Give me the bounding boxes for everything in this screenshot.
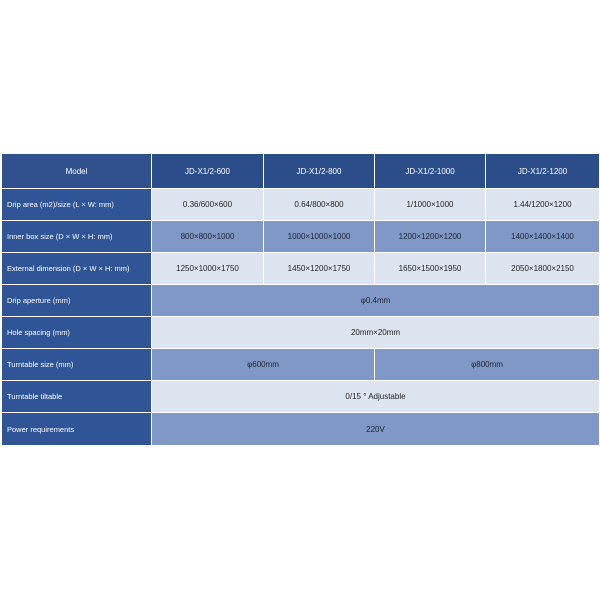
row-label: Hole spacing (mm): [2, 317, 152, 349]
table-row-power-requirements: [2, 413, 599, 445]
table-cell: 1200×1200×1200: [375, 221, 486, 253]
row-label: Drip aperture (mm): [2, 285, 152, 317]
table-cell: 1/1000×1000: [375, 189, 486, 221]
table-row-drip-aperture: [2, 285, 599, 317]
table-row-turntable-tiltable: [2, 381, 599, 413]
table-cell: 800×800×1000: [152, 221, 264, 253]
row-label: External dimension (D × W × H: mm): [2, 253, 152, 285]
table-cell: 2050×1800×2150: [486, 253, 599, 285]
row-label: Drip area (m2)/size (L × W: mm): [2, 189, 152, 221]
model-header-1200: JD-X1/2-1200: [486, 154, 599, 189]
row-label: Turntable size (mm): [2, 349, 152, 381]
table-cell: 1.44/1200×1200: [486, 189, 599, 221]
table-cell: φ0.4mm: [152, 285, 599, 317]
table-cell: 0.64/800×800: [264, 189, 375, 221]
row-label: Inner box size (D × W × H: mm): [2, 221, 152, 253]
table-row-external-dimension: [2, 253, 599, 285]
table-cell: 1450×1200×1750: [264, 253, 375, 285]
table-row-inner-box: [2, 221, 599, 253]
table-cell: 220V: [152, 413, 599, 445]
table-cell: φ600mm: [152, 349, 375, 381]
table-row-turntable-size: [2, 349, 599, 381]
table-cell: 1650×1500×1950: [375, 253, 486, 285]
table-cell: 1250×1000×1750: [152, 253, 264, 285]
model-header-600: JD-X1/2-600: [152, 154, 264, 189]
header-row: [2, 154, 599, 189]
table-cell: 1400×1400×1400: [486, 221, 599, 253]
table-row-drip-area: [2, 189, 599, 221]
table-cell: 0.36/600×600: [152, 189, 264, 221]
spec-table: [2, 154, 599, 445]
row-label: Turntable tiltable: [2, 381, 152, 413]
row-label: Power requirements: [2, 413, 152, 445]
table-cell: φ800mm: [375, 349, 599, 381]
model-header-label: Model: [2, 154, 152, 189]
table-cell: 1000×1000×1000: [264, 221, 375, 253]
table-cell: 20mm×20mm: [152, 317, 599, 349]
model-header-1000: JD-X1/2-1000: [375, 154, 486, 189]
table-row-hole-spacing: [2, 317, 599, 349]
table-cell: 0/15 ° Adjustable: [152, 381, 599, 413]
model-header-800: JD-X1/2-800: [264, 154, 375, 189]
